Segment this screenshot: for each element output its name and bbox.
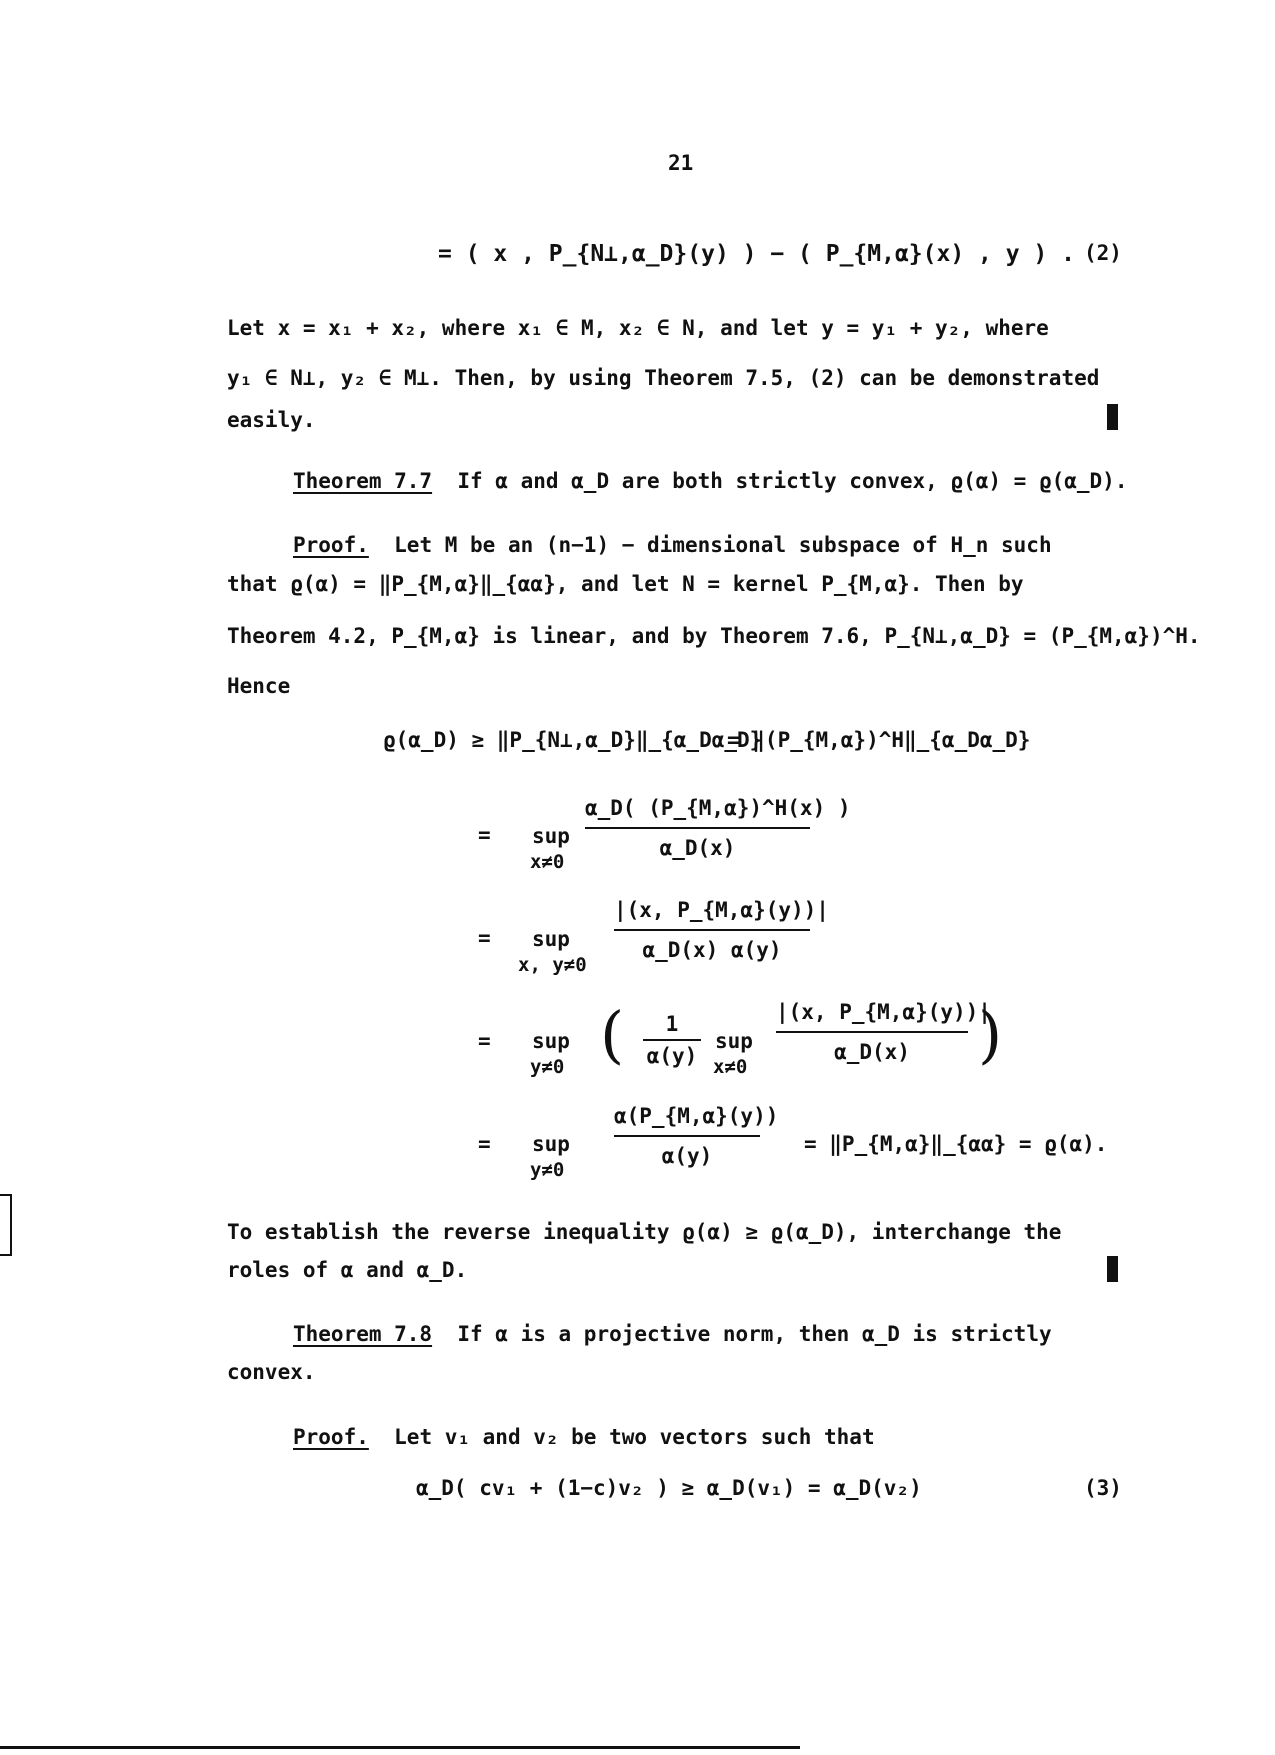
row4-denominator: α_D(x) [834, 1040, 910, 1064]
fraction-bar [585, 827, 810, 829]
proof-7-7-label: Proof. [293, 533, 369, 557]
row3-equals: = [478, 926, 491, 950]
row2-cond: x≠0 [530, 851, 565, 873]
row4-cond: y≠0 [530, 1056, 565, 1078]
row4-numerator: |(x, P_{M,α}(y))| [776, 1000, 991, 1024]
row5-equals: = [478, 1132, 491, 1156]
row2-numerator: α_D( (P_{M,α})^H(x) ) [585, 796, 851, 820]
proof-7-7-line1 [293, 535, 1052, 556]
row4-inner-sup: sup [715, 1029, 753, 1053]
scan-bottom-rule [0, 1746, 800, 1749]
theorem-7-8-text: If α is a projective norm, then α_D is strictly [457, 1322, 1052, 1346]
para1-line1: Let x = x₁ + x₂, where x₁ ∈ M, x₂ ∈ N, and let y = y₁ + y₂, where [227, 316, 1049, 340]
equation-3-tag: (3) [1084, 1476, 1122, 1500]
row2-denominator: α_D(x) [659, 836, 736, 860]
row4-alpha-y: α(y) [646, 1044, 698, 1068]
row2-fraction [585, 796, 851, 860]
derivation-row1-rhs: = ‖(P_{M,α})^H‖_{α_Dα_D} [727, 728, 1031, 752]
equation-2: = ( x , P_{N⊥,α_D}(y) ) − ( P_{M,α}(x) , y ) . [438, 241, 1075, 267]
row5-fraction [614, 1104, 779, 1168]
row5-sup: sup [532, 1132, 570, 1156]
para2-line1: To establish the reverse inequality ϱ(α) ≥ ϱ(α_D), interchange the [227, 1220, 1062, 1244]
row2-sup: sup [532, 824, 570, 848]
para1-line3: easily. [227, 408, 316, 432]
scan-edge-bracket [0, 1194, 12, 1256]
equation-3: α_D( cv₁ + (1−c)v₂ ) ≥ α_D(v₁) = α_D(v₂) [416, 1476, 922, 1500]
proof-7-7-line4: Hence [227, 674, 291, 698]
row4-left-paren: ( [600, 998, 625, 1071]
fraction-bar [643, 1039, 701, 1041]
proof-7-8-text1: Let v₁ and v₂ be two vectors such that [394, 1425, 875, 1449]
proof-7-7-line3: Theorem 4.2, P_{M,α} is linear, and by Theorem 7.6, P_{N⊥,α_D} = (P_{M,α})^H. [227, 624, 1201, 648]
theorem-7-7-text: If α and α_D are both strictly convex, ϱ(α) = ϱ(α_D). [457, 469, 1128, 493]
page-number: 21 [668, 151, 694, 175]
row4-one: 1 [665, 1012, 679, 1036]
equation-2-tag: (2) [1084, 241, 1122, 265]
para2-line2: roles of α and α_D. [227, 1258, 468, 1282]
fraction-bar [614, 929, 810, 931]
proof-7-8-label: Proof. [293, 1425, 369, 1449]
row3-sup: sup [532, 927, 570, 951]
fraction-bar [776, 1031, 968, 1033]
derivation-row1-lhs: ϱ(α_D) ≥ ‖P_{N⊥,α_D}‖_{α_Dα_D} [383, 728, 763, 752]
qed-mark-1 [1107, 404, 1118, 430]
row4-right-paren: ) [978, 998, 1003, 1071]
theorem-7-8-label: Theorem 7.8 [293, 1322, 433, 1346]
row2-equals: = [478, 823, 491, 847]
row4-equals: = [478, 1029, 491, 1053]
row5-denominator: α(y) [661, 1144, 713, 1168]
row4-inner-cond: x≠0 [713, 1056, 748, 1078]
proof-7-8-line1 [293, 1427, 875, 1448]
row5-rhs: = ‖P_{M,α}‖_{αα} = ϱ(α). [804, 1132, 1108, 1156]
row5-numerator: α(P_{M,α}(y)) [614, 1104, 779, 1128]
para1-line2: y₁ ∈ N⊥, y₂ ∈ M⊥. Then, by using Theorem 7.5, (2) can be demonstrated [227, 366, 1100, 390]
row3-fraction [614, 898, 829, 962]
row5-cond: y≠0 [530, 1159, 565, 1181]
proof-7-7-line2: that ϱ(α) = ‖P_{M,α}‖_{αα}, and let N = kernel P_{M,α}. Then by [227, 572, 1024, 596]
theorem-7-7-label: Theorem 7.7 [293, 469, 433, 493]
row3-numerator: |(x, P_{M,α}(y))| [614, 898, 829, 922]
qed-mark-2 [1107, 1256, 1118, 1282]
row4-fraction [776, 1000, 991, 1064]
row3-denominator: α_D(x) α(y) [642, 938, 782, 962]
theorem-7-8 [293, 1324, 1052, 1345]
row4-sup: sup [532, 1029, 570, 1053]
theorem-7-7 [293, 471, 1127, 492]
row3-cond: x, y≠0 [518, 954, 587, 976]
theorem-7-8-line2: convex. [227, 1360, 316, 1384]
proof-7-7-text1: Let M be an (n−1) − dimensional subspace of H_n such [394, 533, 1052, 557]
fraction-bar [614, 1135, 760, 1137]
row4-inner-fraction [643, 1012, 701, 1068]
